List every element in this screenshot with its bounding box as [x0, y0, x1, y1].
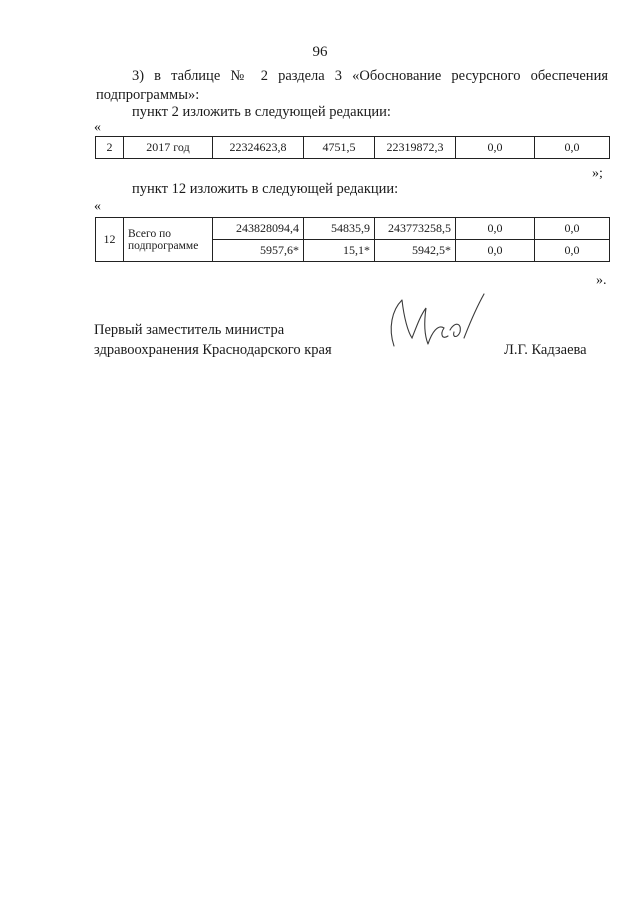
table-cell: 22319872,3: [375, 137, 456, 159]
item12-close-quote: ».: [596, 273, 607, 288]
table-cell: 243773258,5: [375, 218, 456, 240]
table-cell: 0,0: [535, 218, 610, 240]
item12-open-quote: «: [94, 199, 101, 214]
signatory-position-line2: здравоохранения Краснодарского края: [94, 342, 332, 358]
table-cell: 243828094,4: [213, 218, 304, 240]
page-number: 96: [312, 44, 328, 60]
table-cell: 0,0: [456, 137, 535, 159]
table-cell: 2: [96, 137, 124, 159]
item2-open-quote: «: [94, 120, 101, 135]
table-cell: 0,0: [456, 240, 535, 262]
table-cell: Всего по подпрограмме: [124, 218, 213, 262]
item2-table: [95, 136, 610, 159]
table-row: [96, 137, 610, 159]
item2-close-quote: »;: [592, 166, 603, 181]
table-cell: 4751,5: [304, 137, 375, 159]
table-cell: 0,0: [456, 218, 535, 240]
table-cell: 5942,5*: [375, 240, 456, 262]
signatory-position-line1: Первый заместитель министра: [94, 322, 285, 338]
table-cell: 22324623,8: [213, 137, 304, 159]
table-cell: 0,0: [535, 137, 610, 159]
table-cell: 2017 год: [124, 137, 213, 159]
table-cell: 15,1*: [304, 240, 375, 262]
item12-heading: пункт 12 изложить в следующей редакции:: [132, 181, 399, 197]
item12-table: [95, 217, 610, 262]
table-cell: 12: [96, 218, 124, 262]
signatory-name: Л.Г. Кадзаева: [504, 342, 587, 358]
handwritten-signature: [380, 288, 490, 360]
table-cell: 54835,9: [304, 218, 375, 240]
table-row: [96, 218, 610, 240]
item2-heading: пункт 2 изложить в следующей редакции:: [132, 104, 391, 120]
table-cell: 5957,6*: [213, 240, 304, 262]
intro-paragraph: 3) в таблице № 2 раздела 3 «Обоснование ресурсного обеспечения подпрограммы»:: [96, 68, 608, 103]
table-cell: 0,0: [535, 240, 610, 262]
